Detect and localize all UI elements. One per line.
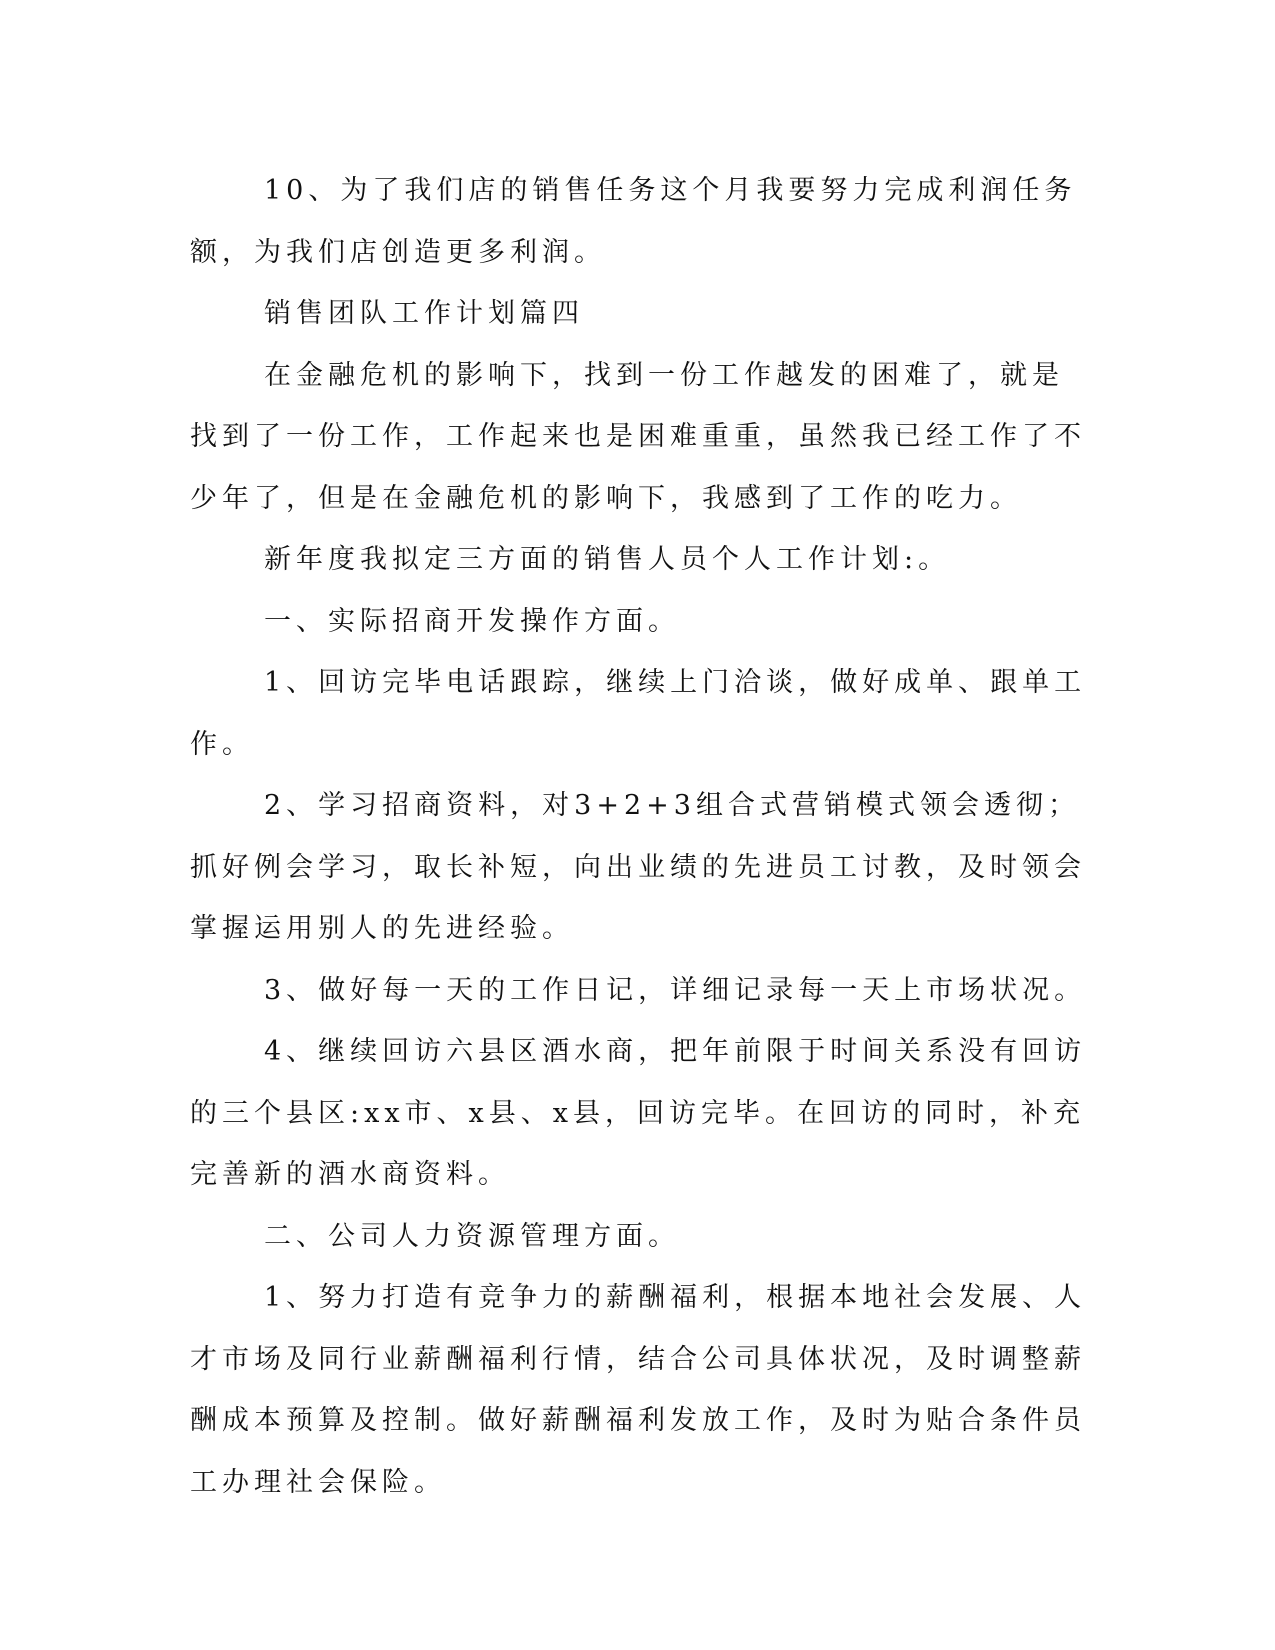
paragraph-item-10: 10、为了我们店的销售任务这个月我要努力完成利润任务额，为我们店创造更多利润。 [190,175,1077,268]
document-body [190,160,1090,1513]
plan-overview: 新年度我拟定三方面的销售人员个人工作计划:。 [264,544,951,575]
subsection-heading-1: 一、实际招商开发操作方面。 [264,605,680,637]
hr-list-item-1: 1、努力打造有竞争力的薪酬福利，根据本地社会发展、人才市场及同行业薪酬福利行情，结合公司具体状况，及时调整薪酬成本预算及控制。做好薪酬福利发放工作，及时为贴合条件员工办理社会保险。 [190,1282,1087,1498]
subsection-heading-2: 二、公司人力资源管理方面。 [264,1220,680,1252]
section-heading: 销售团队工作计划篇四 [264,298,584,329]
list-item-4: 4、继续回访六县区酒水商，把年前限于时间关系没有回访的三个县区:xx市、x县、x县，回访完毕。在回访的同时，补充完善新的酒水商资料。 [190,1036,1087,1190]
list-item-1: 1、回访完毕电话跟踪，继续上门洽谈，做好成单、跟单工作。 [190,667,1087,760]
intro-paragraph: 在金融危机的影响下，找到一份工作越发的困难了，就是找到了一份工作，工作起来也是困难重重，虽然我已经工作了不少年了，但是在金融危机的影响下，我感到了工作的吃力。 [190,359,1086,514]
list-item-3: 3、做好每一天的工作日记，详细记录每一天上市场状况。 [264,974,1087,1006]
list-item-2: 2、学习招商资料，对3+2+3组合式营销模式领会透彻；抓好例会学习，取长补短，向出业绩的先进员工讨教，及时领会掌握运用别人的先进经验。 [190,790,1086,944]
